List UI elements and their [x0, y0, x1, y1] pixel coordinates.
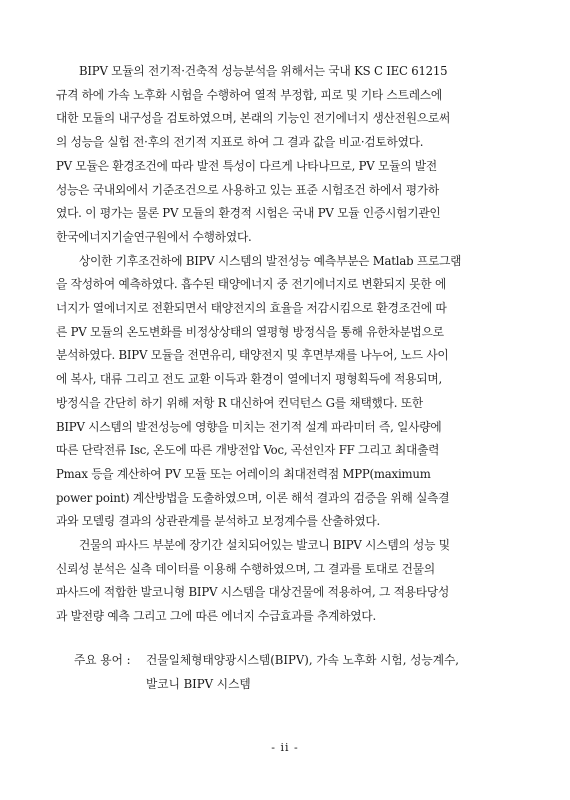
text-line: 따른 단락전류 Isc, 온도에 따른 개방전압 Voc, 곡선인자 FF 그리고 최대출력: [56, 443, 440, 458]
keywords-label: 주요 용어 :: [74, 653, 131, 667]
abstract-body: [56, 60, 516, 629]
text-line: power point) 계산방법을 도출하였으며, 이론 해석 결과의 검증을 위해 실측결: [56, 490, 450, 505]
text-line: 의 성능을 실험 전·후의 전기적 지표로 하여 그 결과 값을 비교·검토하였다.: [56, 135, 424, 150]
text-line: 과와 모델링 결과의 상관관계를 분석하고 보정계수를 산출하였다.: [56, 514, 381, 529]
keywords-line-1: 건물일체형태양광시스템(BIPV), 가속 노후화 시험, 성능계수,: [146, 653, 460, 667]
text-line: 분석하였다. BIPV 모듈을 전면유리, 태양전지 및 후면부재를 나누어, 노드 사이: [56, 348, 449, 363]
text-line: 에 복사, 대류 그리고 전도 교환 이득과 환경이 열에너지 평형획득에 적용되며,: [56, 372, 442, 387]
text-line: PV 모듈은 환경조건에 따라 발전 특성이 다르게 나타나므로, PV 모듈의 발전: [56, 158, 437, 173]
keywords-block: [74, 648, 514, 696]
keywords-line-2: 발코니 BIPV 시스템: [146, 677, 251, 691]
paragraph-3: [56, 534, 516, 629]
text-line: 상이한 기후조건하에 BIPV 시스템의 발전성능 예측부분은 Matlab 프로그램: [56, 253, 462, 268]
text-line: 너지가 열에너지로 전환되면서 태양전지의 효율을 저감시킴으로 환경조건에 따: [56, 301, 447, 316]
paragraph-2: [56, 250, 516, 534]
text-line: BIPV 모듈의 전기적·건축적 성능분석을 위해서는 국내 KS C IEC 61215: [56, 64, 448, 78]
text-line: 파사드에 적합한 발코니형 BIPV 시스템을 대상건물에 적용하여, 그 적용타당성: [56, 585, 450, 600]
text-line: Pmax 등을 계산하여 PV 모듈 또는 어레이의 최대전력점 MPP(maximum: [56, 466, 431, 481]
page-number: - ii -: [271, 741, 299, 754]
text-line: BIPV 시스템의 발전성능에 영향을 미치는 전기적 설계 파라미터 즉, 일사량에: [56, 419, 442, 434]
text-line: 과 발전량 예측 그리고 그에 따른 에너지 수급효과를 추계하였다.: [56, 609, 376, 624]
text-line: 른 PV 모듈의 온도변화를 비정상상태의 열평형 방정식을 통해 유한차분법으로: [56, 324, 444, 339]
paragraph-1: [56, 60, 516, 250]
text-line: 방정식을 간단히 하기 위해 저항 R 대신하여 컨덕턴스 G를 채택했다. 또한: [56, 395, 423, 410]
text-line: 건물의 파사드 부분에 장기간 설치되어있는 발코니 BIPV 시스템의 성능 및: [56, 538, 450, 553]
text-line: 신뢰성 분석은 실측 데이터를 이용해 수행하였으며, 그 결과를 토대로 건물의: [56, 561, 435, 576]
text-line: 대한 모듈의 내구성을 검토하였으며, 본래의 기능인 전기에너지 생산전원으로써: [56, 111, 451, 126]
keywords-row: [74, 648, 514, 672]
text-line: 였다. 이 평가는 물론 PV 모듈의 환경적 시험은 국내 PV 모듈 인증시험기관인: [56, 206, 441, 221]
text-line: 성능은 국내외에서 기준조건으로 사용하고 있는 표준 시험조건 하에서 평가하: [56, 182, 440, 197]
text-line: 한국에너지기술연구원에서 수행하였다.: [56, 229, 252, 244]
text-line: 규격 하에 가속 노후화 시험을 수행하여 열적 부정합, 피로 및 기타 스트레스에: [56, 87, 442, 102]
text-line: 을 작성하여 예측하였다. 흡수된 태양에너지 중 전기에너지로 변환되지 못한 에: [56, 277, 447, 292]
